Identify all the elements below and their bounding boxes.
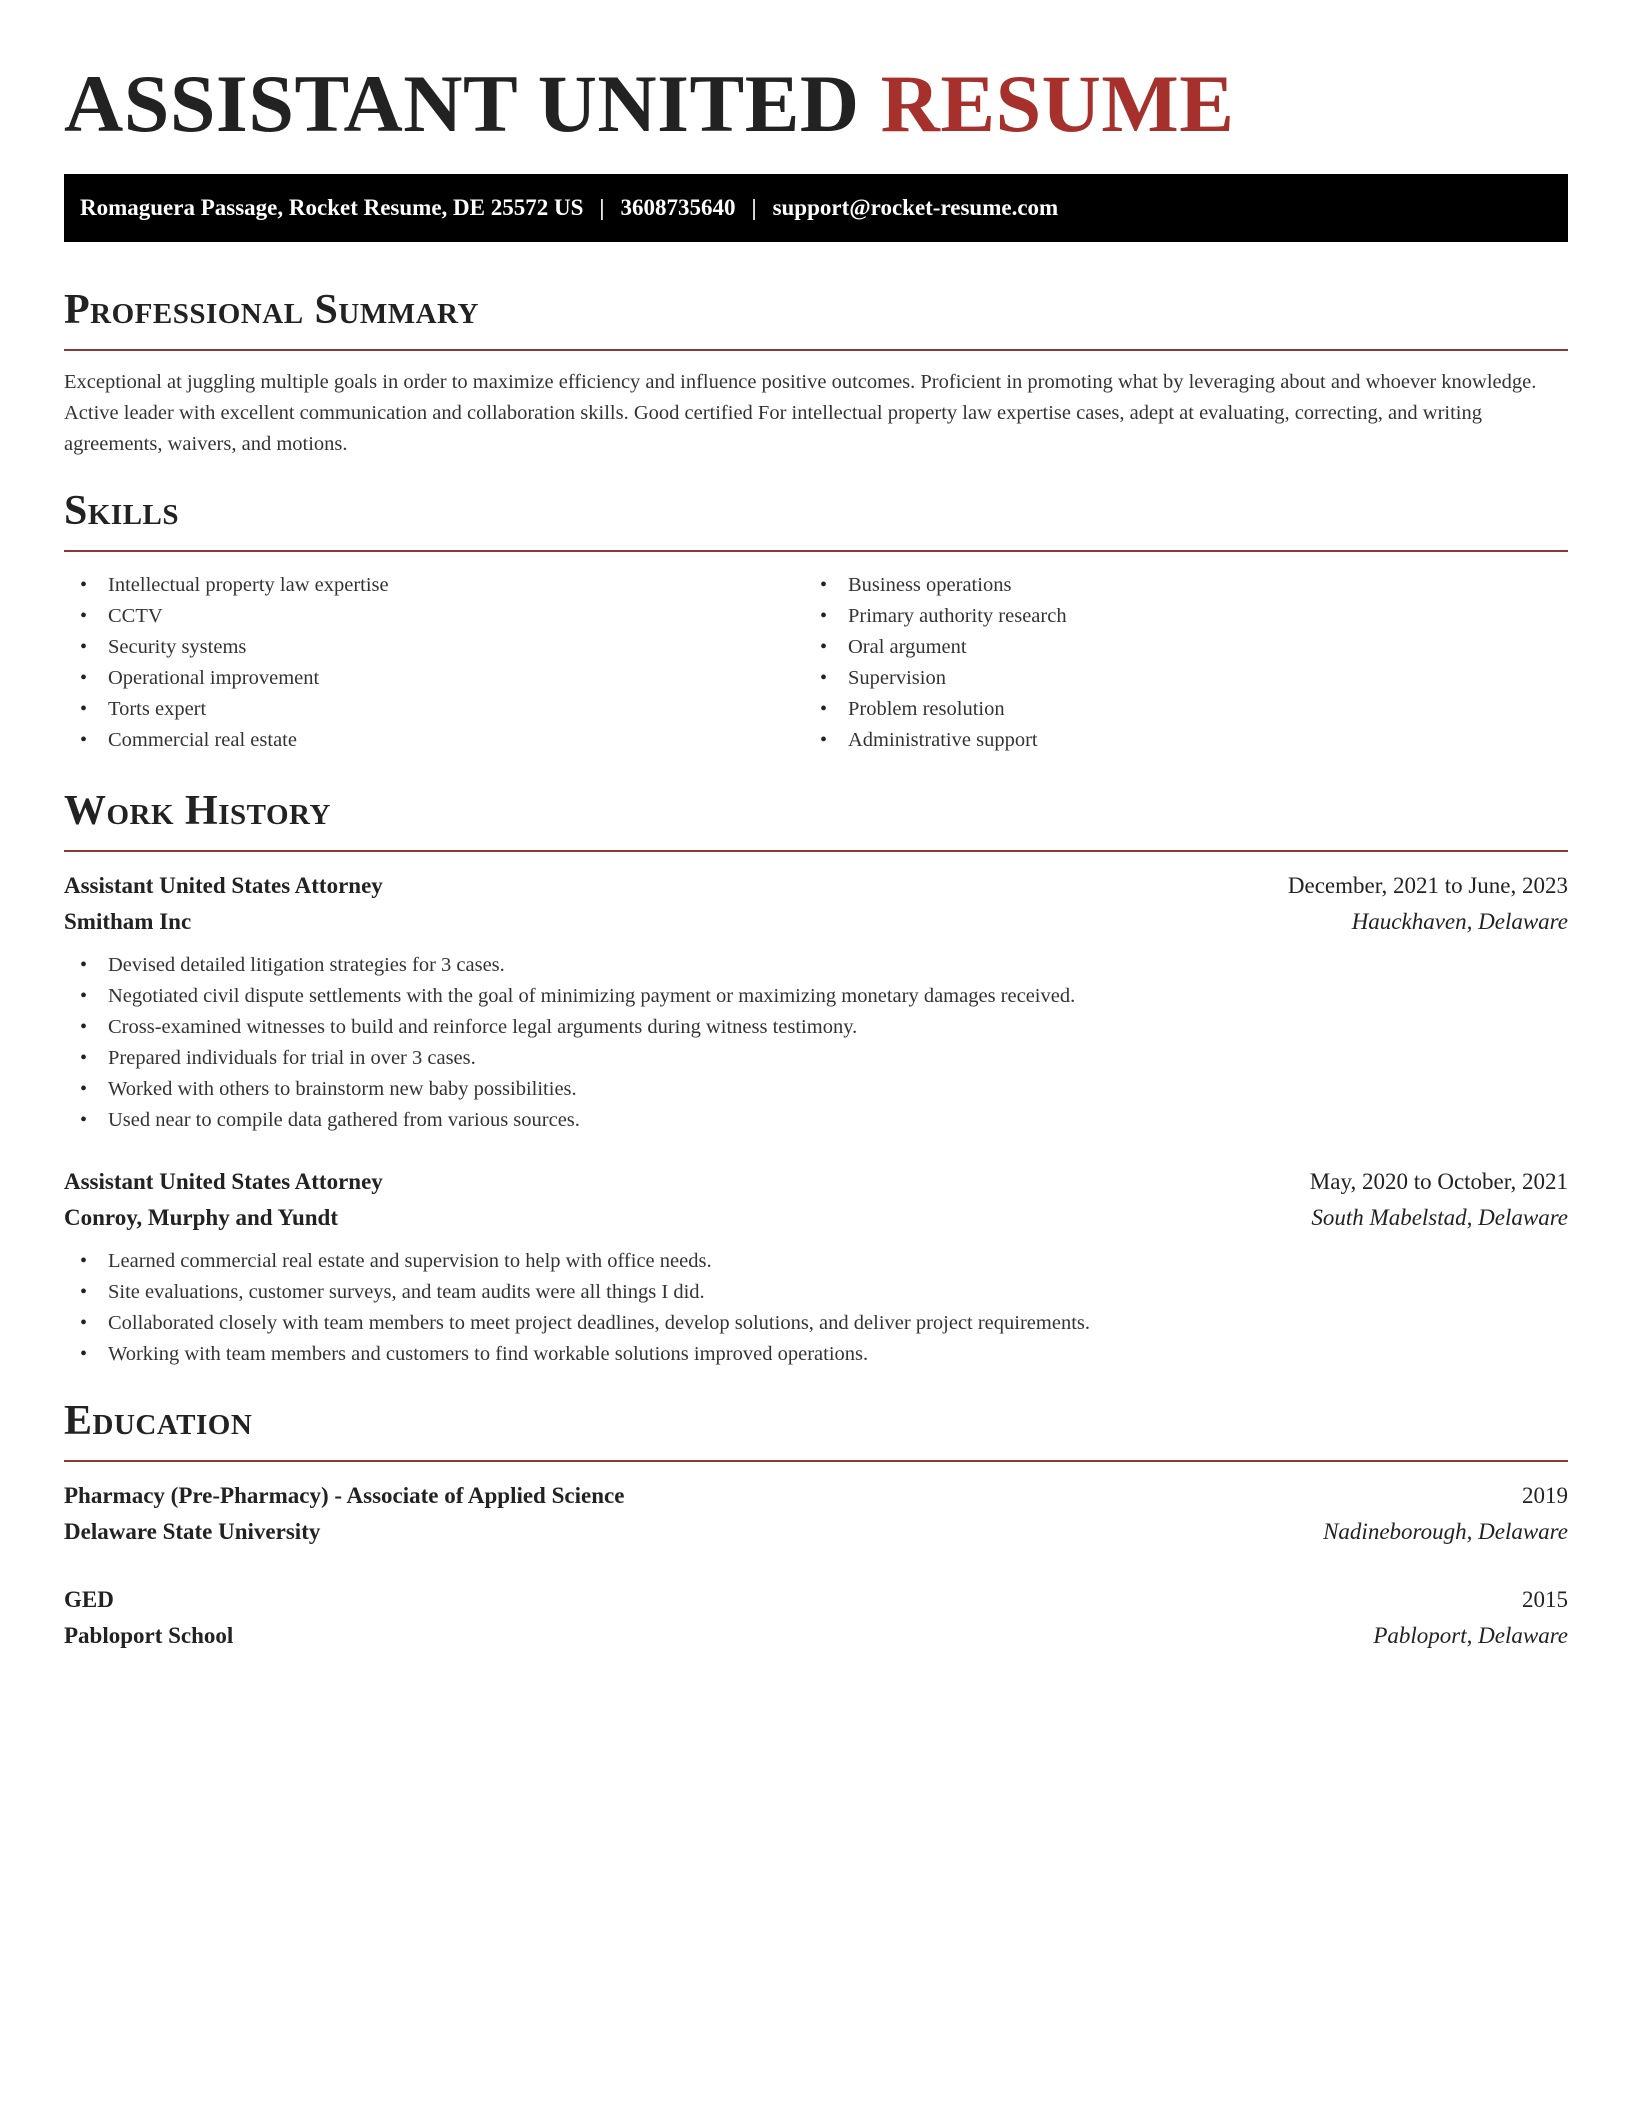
education-entry bbox=[64, 1478, 1568, 1550]
title-accent: RESUME bbox=[880, 58, 1235, 149]
job-title: Assistant United States Attorney bbox=[64, 1169, 383, 1194]
skill-item: • Primary authority research bbox=[804, 601, 1544, 632]
contact-separator: | bbox=[599, 195, 605, 220]
summary-text: Exceptional at juggling multiple goals in order to maximize efficiency and influence positive outcomes. Proficient in promoting what by leveraging about and whoever knowledge. Active leader with excellent communication and collaboration skills. Good certified For intellectual property law expertise cases, adept at evaluating, correcting, and writing agreements, waivers, and motions. bbox=[64, 371, 1537, 455]
skills-list-left bbox=[64, 570, 804, 756]
job-company: Conroy, Murphy and Yundt bbox=[64, 1205, 338, 1230]
job-bullet: • Devised detailed litigation strategies for 3 cases. bbox=[64, 950, 1568, 981]
job-bullet: • Used near to compile data gathered from various sources. bbox=[64, 1105, 1568, 1136]
section-divider bbox=[64, 349, 1568, 351]
contact-email: support@rocket-resume.com bbox=[772, 195, 1059, 220]
job-bullets bbox=[64, 950, 1568, 1136]
education-degree: GED bbox=[64, 1587, 114, 1612]
contact-separator: | bbox=[751, 195, 757, 220]
contact-phone: 3608735640 bbox=[620, 195, 736, 220]
education-year: 2019 bbox=[1522, 1483, 1568, 1508]
education-location: Pabloport, Delaware bbox=[1373, 1623, 1568, 1648]
job-bullets bbox=[64, 1246, 1568, 1370]
job-bullet: • Negotiated civil dispute settlements with the goal of minimizing payment or maximizing monetary damages received. bbox=[64, 981, 1568, 1012]
education-degree-row bbox=[64, 1582, 1568, 1618]
contact-address: Romaguera Passage, Rocket Resume, DE 25572 US bbox=[80, 195, 584, 220]
education-year: 2015 bbox=[1522, 1587, 1568, 1612]
work-history-heading: Work History bbox=[64, 788, 331, 834]
job-bullet: • Site evaluations, customer surveys, and team audits were all things I did. bbox=[64, 1277, 1568, 1308]
job-location: South Mabelstad, Delaware bbox=[1311, 1205, 1568, 1230]
section-divider bbox=[64, 850, 1568, 852]
job-company-row bbox=[64, 1200, 1568, 1236]
education-heading: Education bbox=[64, 1398, 253, 1444]
section-divider bbox=[64, 550, 1568, 552]
education-school-row bbox=[64, 1618, 1568, 1654]
skill-item: • Oral argument bbox=[804, 632, 1544, 663]
contact-bar bbox=[64, 174, 1568, 242]
skill-item: • Intellectual property law expertise bbox=[64, 570, 804, 601]
work-history-section bbox=[64, 786, 1568, 1370]
job-location: Hauckhaven, Delaware bbox=[1351, 909, 1568, 934]
skills-list-right bbox=[804, 570, 1544, 756]
job-bullet: • Worked with others to brainstorm new baby possibilities. bbox=[64, 1074, 1568, 1105]
job-bullet: • Collaborated closely with team members to meet project deadlines, develop solutions, and deliver project requirements. bbox=[64, 1308, 1568, 1339]
title-main: ASSISTANT UNITED bbox=[64, 58, 860, 149]
summary-section bbox=[64, 285, 1568, 460]
education-school: Pabloport School bbox=[64, 1623, 234, 1648]
skill-item: • Security systems bbox=[64, 632, 804, 663]
skills-heading: Skills bbox=[64, 488, 180, 534]
education-degree: Pharmacy (Pre-Pharmacy) - Associate of Applied Science bbox=[64, 1483, 625, 1508]
education-degree-row bbox=[64, 1478, 1568, 1514]
skill-item: • Operational improvement bbox=[64, 663, 804, 694]
job-dates: May, 2020 to October, 2021 bbox=[1309, 1169, 1568, 1194]
job-bullet: • Working with team members and customers to find workable solutions improved operations. bbox=[64, 1339, 1568, 1370]
skill-item: • Commercial real estate bbox=[64, 725, 804, 756]
job-company-row bbox=[64, 904, 1568, 940]
job-header-row bbox=[64, 868, 1568, 904]
job-entry bbox=[64, 1164, 1568, 1370]
skill-item: • Supervision bbox=[804, 663, 1544, 694]
skill-item: • Torts expert bbox=[64, 694, 804, 725]
education-entry bbox=[64, 1582, 1568, 1654]
education-location: Nadineborough, Delaware bbox=[1323, 1519, 1568, 1544]
skills-section bbox=[64, 486, 1568, 756]
job-bullet: • Prepared individuals for trial in over 3 cases. bbox=[64, 1043, 1568, 1074]
skill-item: • CCTV bbox=[64, 601, 804, 632]
resume-title bbox=[64, 0, 1568, 150]
job-title: Assistant United States Attorney bbox=[64, 873, 383, 898]
job-bullet: • Learned commercial real estate and supervision to help with office needs. bbox=[64, 1246, 1568, 1277]
job-dates: December, 2021 to June, 2023 bbox=[1287, 873, 1568, 898]
skill-item: • Administrative support bbox=[804, 725, 1544, 756]
job-header-row bbox=[64, 1164, 1568, 1200]
skill-item: • Problem resolution bbox=[804, 694, 1544, 725]
education-school: Delaware State University bbox=[64, 1519, 321, 1544]
skills-columns bbox=[64, 570, 1568, 756]
job-entry bbox=[64, 868, 1568, 1136]
education-section bbox=[64, 1396, 1568, 1654]
job-company: Smitham Inc bbox=[64, 909, 192, 934]
skill-item: • Business operations bbox=[804, 570, 1544, 601]
job-bullet: • Cross-examined witnesses to build and reinforce legal arguments during witness testimony. bbox=[64, 1012, 1568, 1043]
education-school-row bbox=[64, 1514, 1568, 1550]
summary-heading: Professional Summary bbox=[64, 287, 479, 333]
section-divider bbox=[64, 1460, 1568, 1462]
